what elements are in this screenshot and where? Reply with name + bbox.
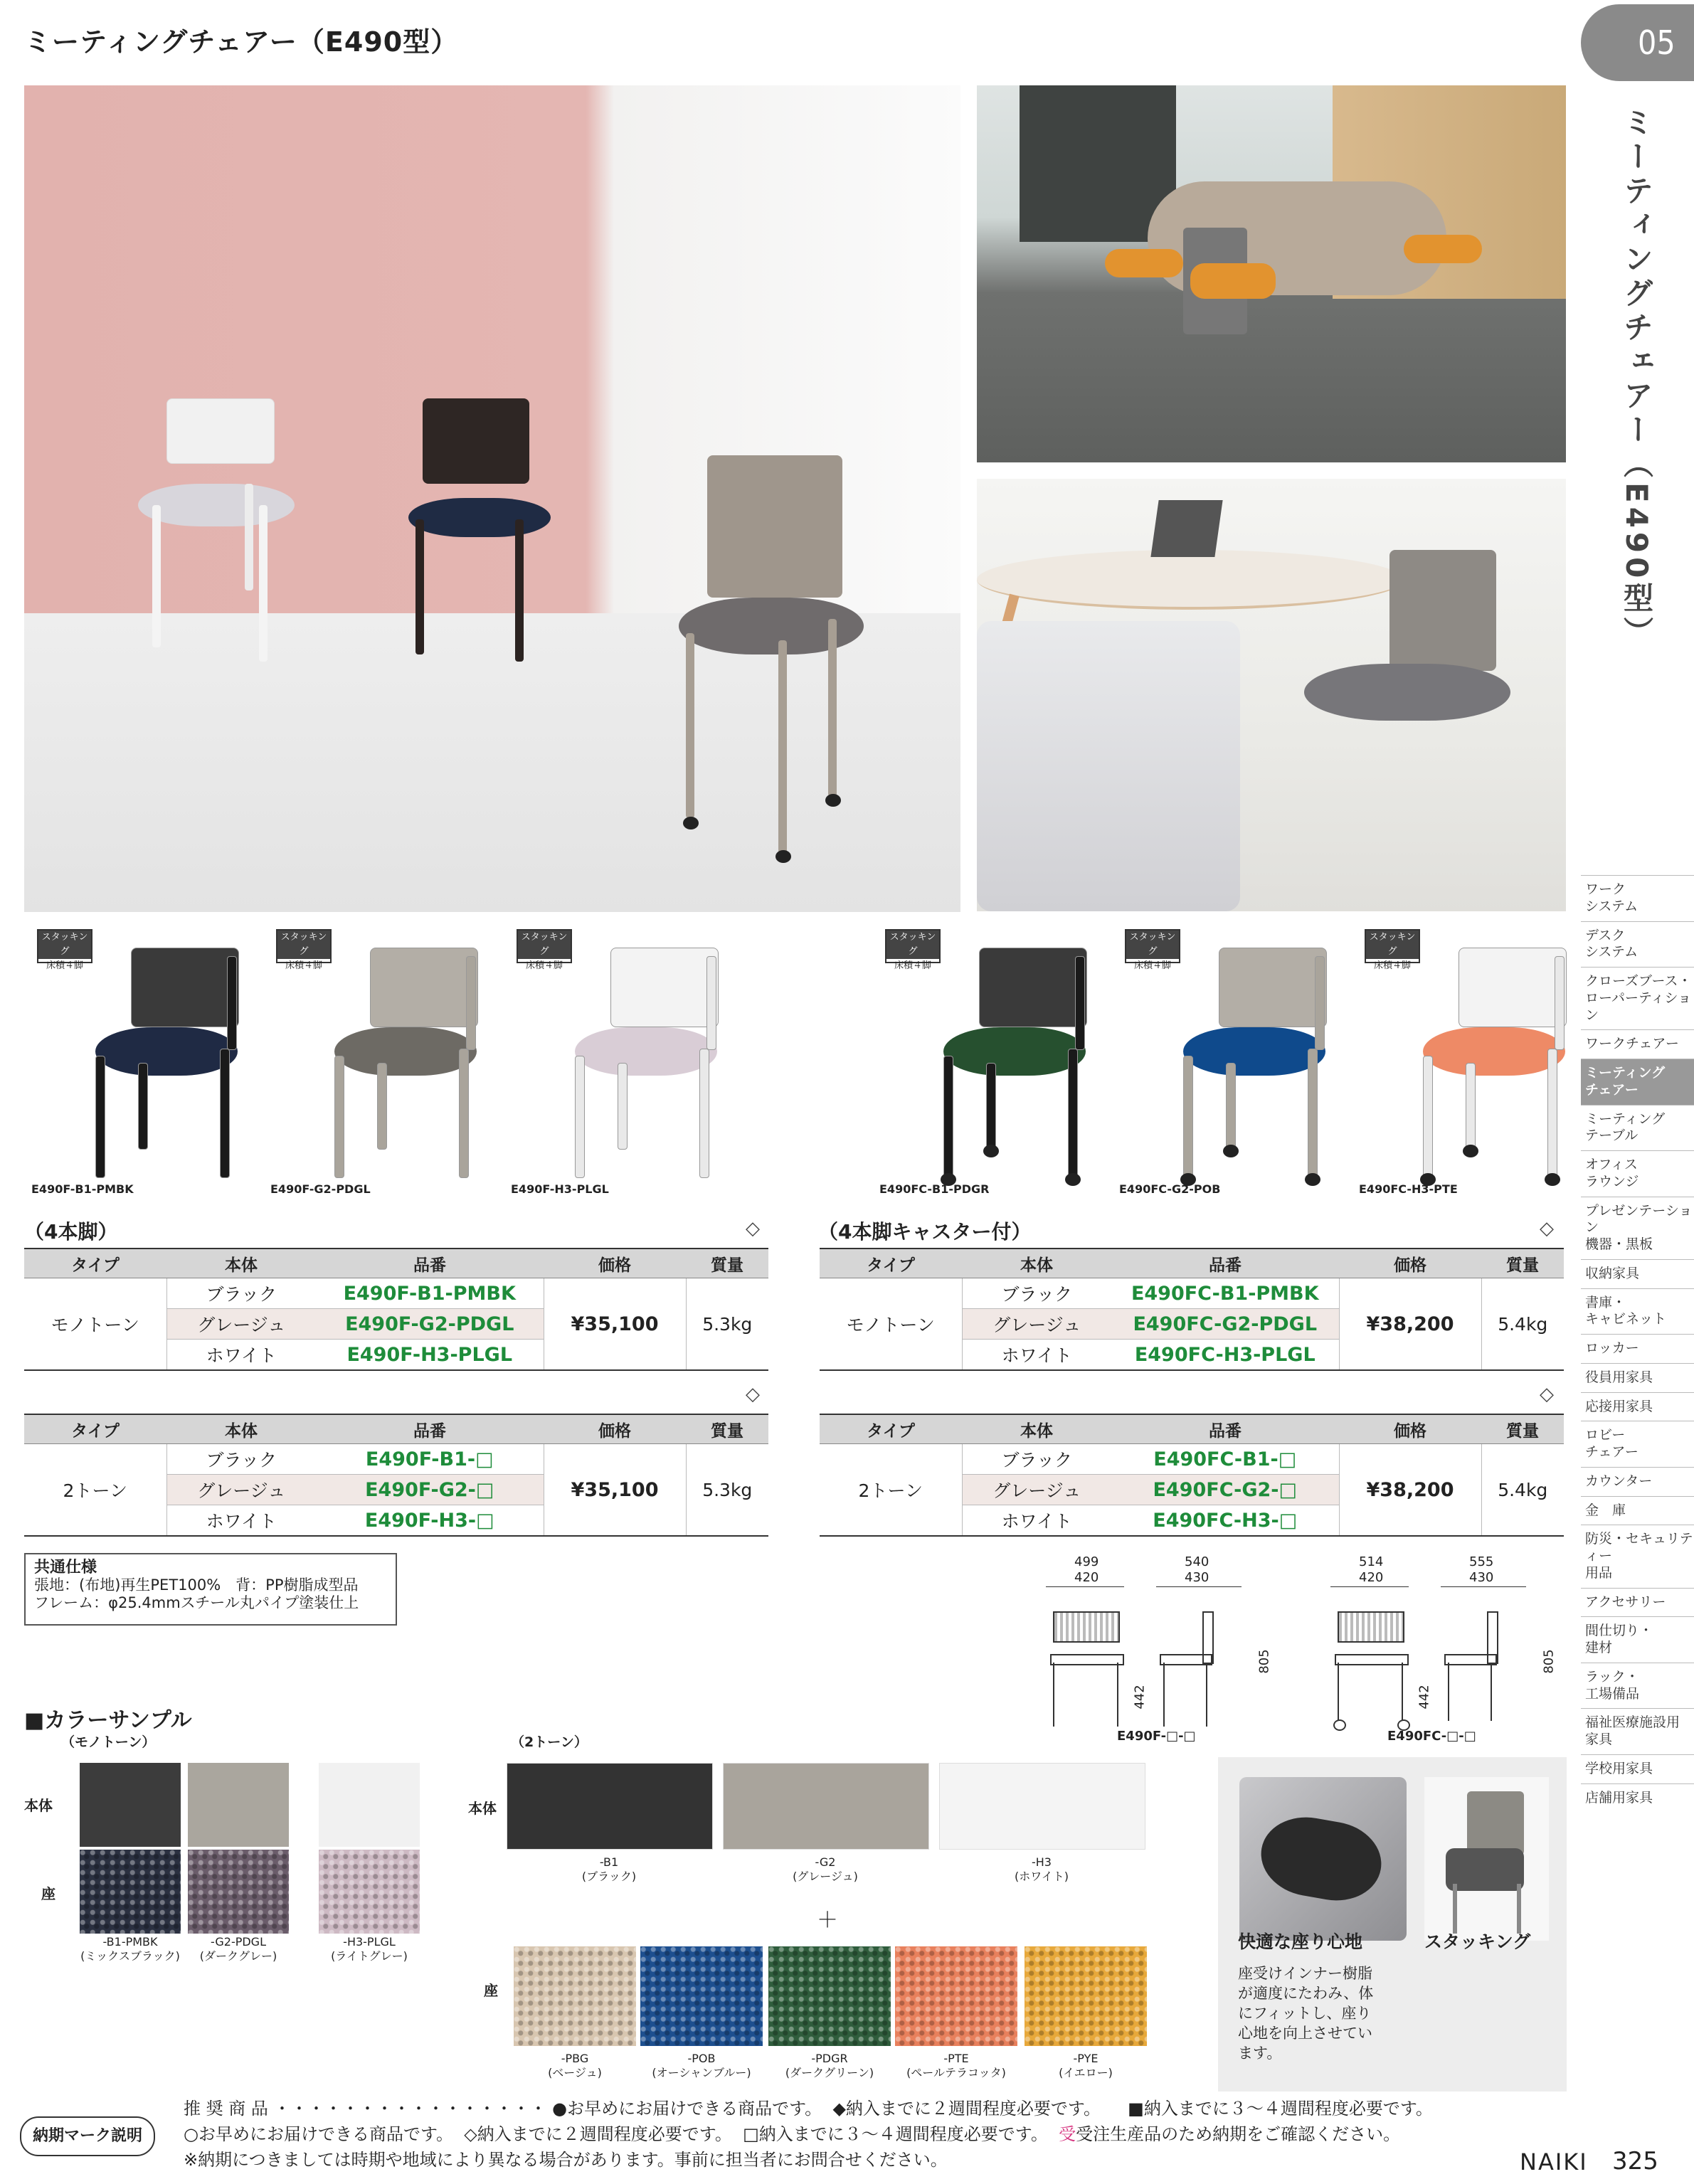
legend-item: ○お早めにお届けできる商品です。 — [184, 2124, 454, 2144]
table-row — [820, 1444, 1564, 1475]
product-code: E490FC-G2-POB — [1119, 1182, 1221, 1196]
legend-line-recommended — [184, 2094, 1433, 2119]
type-cell: 2トーン — [24, 1444, 166, 1537]
table-header: 本体 — [166, 1414, 316, 1444]
price-cell: ¥35,100 — [544, 1278, 686, 1371]
side-nav-item[interactable]: 店舗用家具 — [1581, 1783, 1694, 1813]
seat-fabric-swatch — [640, 1946, 763, 2046]
legend-item: □納入までに３～４週間程度必要です。 — [743, 2124, 1048, 2144]
table-header: 本体 — [962, 1414, 1111, 1444]
table-header: 品番 — [1111, 1414, 1339, 1444]
color-cell: グレージュ — [166, 1475, 316, 1505]
price-table — [24, 1414, 768, 1537]
product-code-cell[interactable]: E490FC-B1-□ — [1111, 1444, 1339, 1475]
common-spec-line: 張地：(布地)再生PET100% 背：PP樹脂成型品 — [34, 1576, 359, 1594]
seat-row-label: 座 — [484, 1982, 498, 1999]
side-nav-item[interactable]: 福祉医療施設用 家具 — [1581, 1708, 1694, 1754]
product-code-cell[interactable]: E490FC-H3-PLGL — [1111, 1340, 1339, 1371]
order-made-mark: 受 — [1059, 2124, 1076, 2144]
product-code-cell[interactable]: E490F-G2-PDGL — [316, 1309, 544, 1340]
body-color-swatch — [188, 1763, 289, 1847]
delivery-mark: ◇ — [1540, 1384, 1554, 1405]
stacking-badge — [276, 929, 332, 971]
stacking-badge — [885, 929, 941, 971]
table-header: 本体 — [962, 1249, 1111, 1278]
color-sample-heading: ■カラーサンプル — [24, 1708, 192, 1733]
swatch-code: -PDGR — [811, 2052, 848, 2065]
page-title: ミーティングチェアー（E490型） — [24, 26, 459, 58]
table-detail-photo — [977, 479, 1566, 911]
product-code-cell[interactable]: E490F-G2-□ — [316, 1475, 544, 1505]
badge-line: スタッキング — [277, 931, 330, 959]
swatch-name: (イエロー) — [1059, 2066, 1113, 2079]
table-header: 価格 — [544, 1414, 686, 1444]
badge-line: 床積４脚 — [285, 960, 322, 971]
side-nav-item[interactable]: カウンター — [1581, 1467, 1694, 1496]
table-header: 品番 — [316, 1414, 544, 1444]
drawing-label: E490FC-□-□ — [1387, 1729, 1476, 1744]
table-header: 価格 — [1339, 1414, 1481, 1444]
side-nav-item[interactable]: 防災・セキュリティー 用品 — [1581, 1525, 1694, 1587]
legend-item: ●お早めにお届けできる商品です。 — [552, 2099, 822, 2119]
main-photo — [24, 85, 960, 912]
badge-line: 床積４脚 — [525, 960, 563, 971]
color-cell: ブラック — [166, 1444, 316, 1475]
type-cell: 2トーン — [820, 1444, 962, 1537]
badge-line: 床積４脚 — [1133, 960, 1171, 971]
product-code-cell[interactable]: E490F-H3-□ — [316, 1505, 544, 1537]
side-nav-item[interactable]: ミーティング テーブル — [1581, 1105, 1694, 1151]
type-cell: モノトーン — [24, 1278, 166, 1371]
feature-title: スタッキング — [1424, 1931, 1531, 1952]
seat-fabric-swatch — [319, 1850, 420, 1934]
color-cell: グレージュ — [962, 1475, 1111, 1505]
swatch-name: (ホワイト) — [1014, 1870, 1069, 1883]
dim-depth-inner: 430 — [1185, 1570, 1209, 1585]
product-code: E490FC-H3-PTE — [1359, 1182, 1458, 1196]
side-nav-item[interactable]: プレゼンテーション 機器・黒板 — [1581, 1197, 1694, 1259]
dim-width-inner: 420 — [1074, 1570, 1099, 1585]
swatch-code: -B1-PMBK — [102, 1935, 158, 1949]
swatch-name: (ブラック) — [581, 1870, 637, 1883]
side-nav-item[interactable]: 収納家具 — [1581, 1259, 1694, 1288]
delivery-mark: ◇ — [746, 1218, 760, 1239]
swatch-code: -G2 — [815, 1855, 836, 1869]
color-cell: ブラック — [166, 1278, 316, 1309]
weight-cell: 5.4kg — [1481, 1444, 1564, 1537]
color-cell: ブラック — [962, 1278, 1111, 1309]
side-nav-item[interactable]: ロビー チェアー — [1581, 1421, 1694, 1467]
product-code-cell[interactable]: E490F-B1-PMBK — [316, 1278, 544, 1309]
feature-text: 座受けインナー樹脂 が適度にたわみ、体 にフィットし、座り 心地を向上させてい ます。 — [1238, 1965, 1374, 2062]
badge-line: スタッキング — [1126, 931, 1179, 959]
weight-cell: 5.4kg — [1481, 1278, 1564, 1371]
swatch-code: -PBG — [561, 2052, 589, 2065]
laptop-icon — [1150, 500, 1222, 557]
table-header: 質量 — [686, 1414, 768, 1444]
delivery-legend-badge: 納期マーク説明 — [20, 2116, 155, 2156]
swatch-name: (ダークグレー) — [199, 1949, 277, 1963]
stacking-photo — [1424, 1777, 1549, 1941]
product-code-cell[interactable]: E490F-B1-□ — [316, 1444, 544, 1475]
dim-height: 805 — [1541, 1649, 1557, 1674]
dim-seat-height: 442 — [1417, 1685, 1432, 1709]
plus-sign: ＋ — [817, 1908, 838, 1933]
side-nav-item[interactable]: クローズブース・ ローパーティション — [1581, 967, 1694, 1029]
side-nav-item[interactable]: デスク システム — [1581, 921, 1694, 968]
body-row-label: 本体 — [24, 1797, 53, 1814]
dim-seat-height: 442 — [1132, 1685, 1148, 1709]
swatch-label — [640, 2052, 763, 2080]
legend-label: 推 奨 商 品 ・・・・・・・・・・・・・・・・ — [184, 2099, 547, 2119]
dim-depth-outer: 555 — [1469, 1554, 1494, 1569]
price-table — [24, 1248, 768, 1371]
mono-label: （モノトーン） — [61, 1734, 156, 1750]
color-cell: ホワイト — [166, 1340, 316, 1371]
product-code: E490F-H3-PLGL — [511, 1182, 609, 1196]
side-nav-item[interactable]: 応接用家具 — [1581, 1392, 1694, 1421]
side-nav-item[interactable]: 間仕切り・ 建材 — [1581, 1616, 1694, 1663]
color-cell: ブラック — [962, 1444, 1111, 1475]
side-nav-item[interactable]: アクセサリー — [1581, 1588, 1694, 1617]
legend-item: ■納入までに３～４週間程度必要です。 — [1128, 2099, 1433, 2119]
vertical-title: ミーティングチェアー（E490型） — [1619, 107, 1654, 651]
table-header: タイプ — [24, 1414, 166, 1444]
delivery-mark: ◇ — [1540, 1218, 1554, 1239]
product-code: E490F-B1-PMBK — [31, 1182, 134, 1196]
table-header: タイプ — [820, 1414, 962, 1444]
legend-item: 受注生産品のため納期をご確認ください。 — [1076, 2124, 1401, 2144]
seat-fabric-swatch — [80, 1850, 181, 1934]
swatch-name: (ミックスブラック) — [80, 1949, 180, 1963]
badge-line: 床積４脚 — [46, 960, 83, 971]
dimension-drawing-fc — [1309, 1554, 1579, 1744]
product-code-cell[interactable]: E490FC-H3-□ — [1111, 1505, 1339, 1537]
common-spec-box — [24, 1553, 397, 1626]
swatch-label — [1025, 2052, 1147, 2080]
table-header: 品番 — [316, 1249, 544, 1278]
swatch-code: -POB — [687, 2052, 716, 2065]
side-nav-item[interactable]: ロッカー — [1581, 1334, 1694, 1363]
section-four-legs-caster: （4本脚キャスター付） — [818, 1220, 1032, 1244]
color-cell: ホワイト — [962, 1340, 1111, 1371]
product-code-cell[interactable]: E490F-H3-PLGL — [316, 1340, 544, 1371]
dim-height: 805 — [1256, 1649, 1272, 1674]
chapter-tab[interactable]: 05 — [1581, 4, 1694, 81]
table-header: タイプ — [820, 1249, 962, 1278]
side-nav-item[interactable]: ワークチェアー — [1581, 1029, 1694, 1059]
price-table — [820, 1414, 1564, 1537]
swatch-label — [939, 1855, 1144, 1884]
swatch-code: -B1 — [599, 1855, 619, 1869]
delivery-note: ※納期につきましては時期や地域により異なる場合があります。事前に担当者にお問合せください。 — [184, 2150, 948, 2170]
price-cell: ¥38,200 — [1339, 1278, 1481, 1371]
stacking-badge — [517, 929, 572, 971]
common-spec-line: フレーム：φ25.4mmスチール丸パイプ塗装仕上 — [34, 1594, 359, 1611]
weight-cell: 5.3kg — [686, 1444, 768, 1537]
body-row-label: 本体 — [468, 1800, 497, 1817]
table-header: 質量 — [686, 1249, 768, 1278]
swatch-code: -H3-PLGL — [343, 1935, 396, 1949]
seat-fabric-swatch — [514, 1946, 636, 2046]
swatch-label — [73, 1935, 188, 1963]
swatch-name: (グレージュ) — [793, 1870, 858, 1883]
seat-fabric-swatch — [768, 1946, 891, 2046]
table-header: 価格 — [544, 1249, 686, 1278]
drawing-label: E490F-□-□ — [1117, 1729, 1196, 1744]
color-cell: グレージュ — [166, 1309, 316, 1340]
badge-line: 床積４脚 — [894, 960, 931, 971]
delivery-mark: ◇ — [746, 1384, 760, 1405]
dimension-drawing-f — [1025, 1554, 1295, 1744]
weight-cell: 5.3kg — [686, 1278, 768, 1371]
two-tone-label: （2トーン） — [511, 1734, 588, 1750]
brand-logo: NAIKI — [1520, 2148, 1588, 2175]
swatch-label — [895, 2052, 1017, 2080]
product-code-cell[interactable]: E490FC-B1-PMBK — [1111, 1278, 1339, 1309]
type-cell: モノトーン — [820, 1278, 962, 1371]
product-code-cell[interactable]: E490FC-G2-□ — [1111, 1475, 1339, 1505]
badge-line: 床積４脚 — [1373, 960, 1411, 971]
section-four-legs: （4本脚） — [24, 1220, 118, 1244]
body-color-swatch — [319, 1763, 420, 1847]
swatch-code: -PTE — [943, 2052, 969, 2065]
side-nav-item[interactable]: オフィス ラウンジ — [1581, 1150, 1694, 1197]
swatch-name: (ダークグリーン) — [785, 2066, 874, 2079]
badge-line: スタッキング — [38, 931, 91, 959]
side-nav-item[interactable]: 役員用家具 — [1581, 1363, 1694, 1392]
table-row — [24, 1444, 768, 1475]
swatch-label — [312, 1935, 427, 1963]
meeting-room-photo — [977, 85, 1566, 462]
swatch-label — [507, 1855, 711, 1884]
table-header: 質量 — [1481, 1414, 1564, 1444]
side-nav-item[interactable]: ミーティング チェアー — [1581, 1059, 1694, 1105]
table-header: タイプ — [24, 1249, 166, 1278]
dim-width-inner: 420 — [1359, 1570, 1384, 1585]
stacking-badge — [37, 929, 92, 971]
side-nav-item[interactable]: ワーク システム — [1581, 875, 1694, 921]
swatch-label — [768, 2052, 891, 2080]
common-spec-title: 共通仕様 — [34, 1559, 97, 1576]
table-header: 質量 — [1481, 1249, 1564, 1278]
side-nav-item[interactable]: 学校用家具 — [1581, 1754, 1694, 1783]
stacking-badge — [1365, 929, 1420, 971]
side-nav-item[interactable]: 書庫・ キャビネット — [1581, 1288, 1694, 1335]
price-cell: ¥35,100 — [544, 1444, 686, 1537]
table-row — [24, 1278, 768, 1309]
dim-width-outer: 499 — [1074, 1554, 1099, 1569]
seat-inner-photo — [1239, 1777, 1407, 1941]
seat-fabric-swatch — [895, 1946, 1017, 2046]
swatch-code: -G2-PDGL — [211, 1935, 266, 1949]
swatch-label — [723, 1855, 928, 1884]
page-number: 325 — [1612, 2147, 1658, 2175]
side-nav-item[interactable]: ラック・ 工場備品 — [1581, 1663, 1694, 1709]
swatch-label — [514, 2052, 636, 2080]
body-color-swatch — [939, 1763, 1145, 1850]
side-nav-item[interactable]: 金 庫 — [1581, 1496, 1694, 1525]
dim-depth-inner: 430 — [1469, 1570, 1494, 1585]
body-color-swatch — [80, 1763, 181, 1847]
body-color-swatch — [507, 1763, 713, 1850]
swatch-code: -PYE — [1073, 2052, 1099, 2065]
swatch-name: (オーシャンブルー) — [652, 2066, 751, 2079]
swatch-name: (ペールテラコッタ) — [906, 2066, 1006, 2079]
legend-item: ◇納入までに２週間程度必要です。 — [464, 2124, 732, 2144]
swatch-name: (ライトグレー) — [331, 1949, 408, 1963]
side-nav — [1581, 875, 1694, 1812]
badge-line: スタッキング — [1366, 931, 1419, 959]
dim-width-outer: 514 — [1359, 1554, 1384, 1569]
badge-line: スタッキング — [518, 931, 571, 959]
swatch-label — [181, 1935, 296, 1963]
stacking-badge — [1125, 929, 1180, 971]
seat-row-label: 座 — [41, 1885, 55, 1902]
color-cell: ホワイト — [166, 1505, 316, 1537]
dim-depth-outer: 540 — [1185, 1554, 1209, 1569]
seat-fabric-swatch — [1025, 1946, 1147, 2046]
price-cell: ¥38,200 — [1339, 1444, 1481, 1537]
product-code-cell[interactable]: E490FC-G2-PDGL — [1111, 1309, 1339, 1340]
product-code: E490F-G2-PDGL — [270, 1182, 371, 1196]
legend-line-standard — [184, 2120, 1400, 2145]
table-header: 価格 — [1339, 1249, 1481, 1278]
color-cell: グレージュ — [962, 1309, 1111, 1340]
swatch-name: (ベージュ) — [548, 2066, 602, 2079]
price-table — [820, 1248, 1564, 1371]
body-color-swatch — [723, 1763, 929, 1850]
badge-line: スタッキング — [886, 931, 939, 959]
color-cell: ホワイト — [962, 1505, 1111, 1537]
legend-item: ◆納入までに２週間程度必要です。 — [832, 2099, 1101, 2119]
feature-title: 快適な座り心地 — [1238, 1931, 1363, 1952]
seat-fabric-swatch — [188, 1850, 289, 1934]
swatch-code: -H3 — [1032, 1855, 1052, 1869]
feature-box — [1218, 1757, 1567, 2092]
table-row — [820, 1278, 1564, 1309]
product-code: E490FC-B1-PDGR — [879, 1182, 990, 1196]
table-header: 本体 — [166, 1249, 316, 1278]
table-header: 品番 — [1111, 1249, 1339, 1278]
